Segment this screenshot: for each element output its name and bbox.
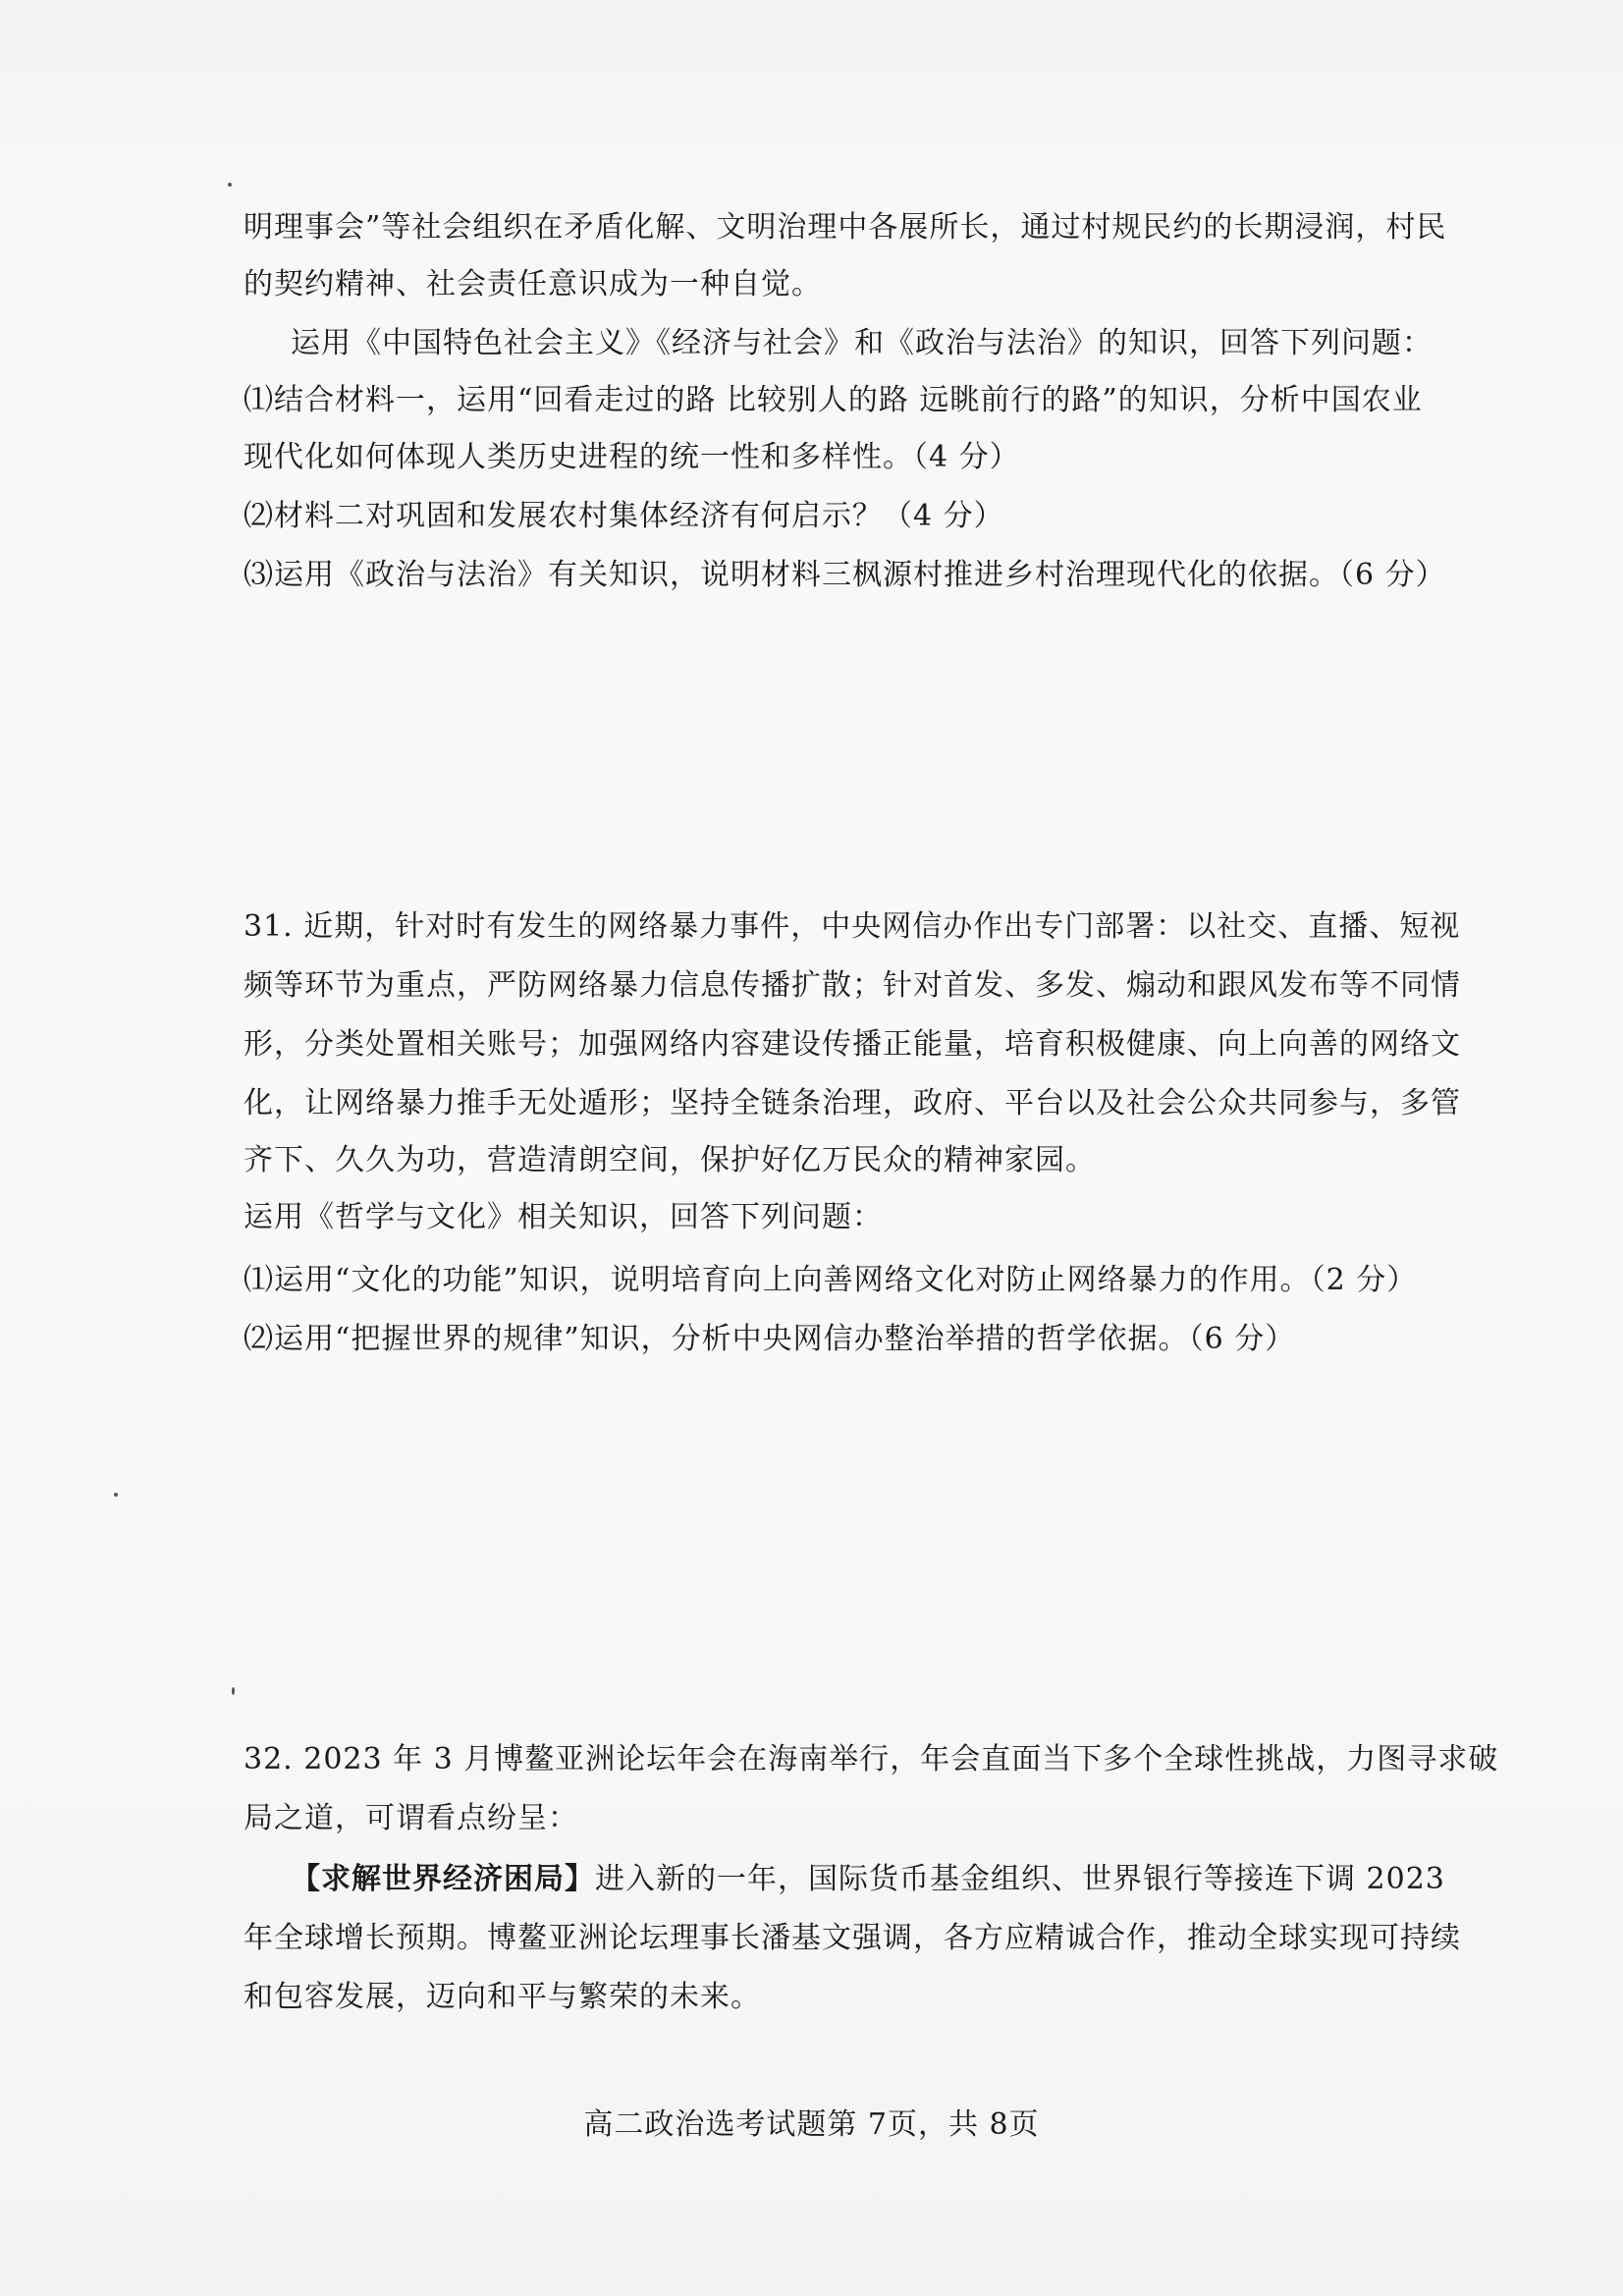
scan-speck <box>114 1493 118 1497</box>
q32-point-line: 和包容发展，迈向和平与繁荣的未来。 <box>243 1980 761 2014</box>
q30-sub1-line: 现代化如何体现人类历史进程的统一性和多样性。（4 分） <box>243 440 1020 474</box>
scan-speck <box>228 183 232 187</box>
material-continuation-line: 明理事会”等社会组织在矛盾化解、文明治理中各展所长，通过村规民约的长期浸润，村民 <box>243 210 1447 245</box>
q30-sub3: ⑶运用《政治与法治》有关知识，说明材料三枫源村推进乡村治理现代化的依据。（6 分） <box>243 558 1446 592</box>
q32-point-title: 【求解世界经济困局】 <box>291 1862 595 1896</box>
q31-stem-line: 31. 近期，针对时有发生的网络暴力事件，中央网信办作出专门部署：以社交、直播、短视 <box>243 909 1461 944</box>
material-continuation-line: 的契约精神、社会责任意识成为一种自觉。 <box>243 267 822 301</box>
q32-point-text: 进入新的一年，国际货币基金组织、世界银行等接连下调 2023 <box>595 1862 1445 1896</box>
q31-stem-line: 化，让网络暴力推手无处遁形；坚持全链条治理，政府、平台以及社会公众共同参与，多管 <box>243 1086 1461 1121</box>
q32-point-line <box>291 1860 1445 1899</box>
q31-sub1: ⑴运用“文化的功能”知识，说明培育向上向善网络文化对防止网络暴力的作用。（2 分） <box>243 1263 1418 1297</box>
q31-stem-line: 频等环节为重点，严防网络暴力信息传播扩散；针对首发、多发、煽动和跟风发布等不同情 <box>243 968 1461 1003</box>
q31-sub2: ⑵运用“把握世界的规律”知识，分析中央网信办整治举措的哲学依据。（6 分） <box>243 1322 1296 1356</box>
q30-sub1-line: ⑴结合材料一，运用“回看走过的路 比较别人的路 远眺前行的路”的知识，分析中国农业 <box>243 383 1423 417</box>
page-footer: 高二政治选考试题第 7页，共 8页 <box>583 2107 1040 2142</box>
q32-stem-line: 32. 2023 年 3 月博鳌亚洲论坛年会在海南举行，年会直面当下多个全球性挑战，力图寻求破 <box>243 1742 1499 1777</box>
scan-speck <box>232 1687 235 1695</box>
q31-stem-line: 齐下、久久为功，营造清朗空间，保护好亿万民众的精神家园。 <box>243 1143 1096 1177</box>
q32-stem-line: 局之道，可谓看点纷呈： <box>243 1801 578 1835</box>
q31-stem-line: 形，分类处置相关账号；加强网络内容建设传播正能量，培育积极健康、向上向善的网络文 <box>243 1027 1461 1062</box>
q32-point-line: 年全球增长预期。博鳌亚洲论坛理事长潘基文强调，各方应精诚合作，推动全球实现可持续 <box>243 1921 1461 1955</box>
q31-instruction: 运用《哲学与文化》相关知识，回答下列问题： <box>243 1200 883 1234</box>
q30-instruction: 运用《中国特色社会主义》《经济与社会》和《政治与法治》的知识，回答下列问题： <box>291 326 1433 360</box>
q30-sub2: ⑵材料二对巩固和发展农村集体经济有何启示？（4 分） <box>243 499 1004 533</box>
